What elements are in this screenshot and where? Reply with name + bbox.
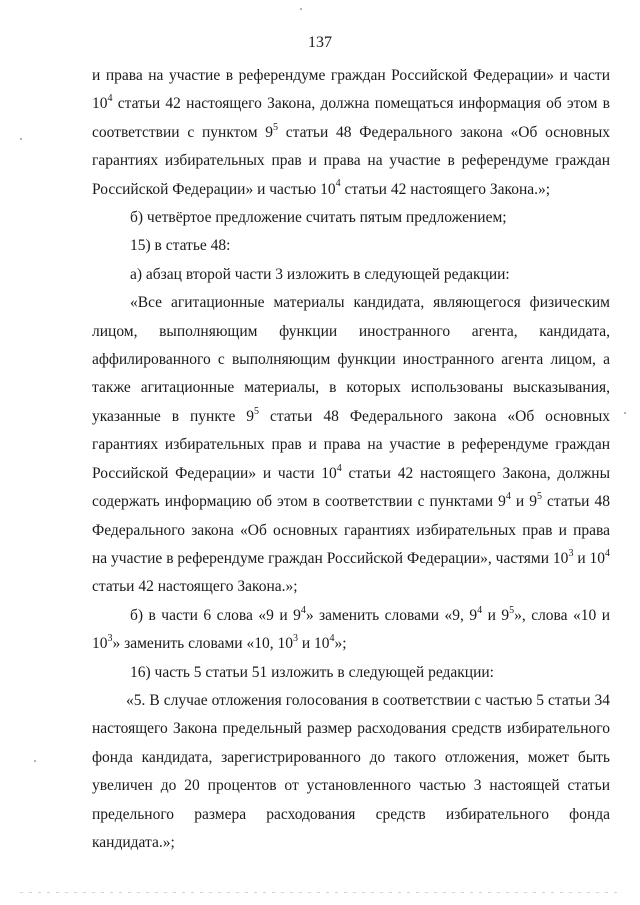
paragraph-continuation	[92, 62, 610, 204]
text-run: и 9	[510, 493, 537, 511]
paragraph-quote-part-5	[92, 687, 610, 857]
superscript-index: 4	[107, 93, 113, 105]
superscript-index: 5	[536, 490, 542, 502]
text-run: б) четвёртое предложение считать пятым предложением;	[130, 209, 507, 227]
superscript-index: 4	[505, 490, 511, 502]
text-run: 16) часть 5 статьи 51 изложить в следующей редакции:	[130, 663, 494, 681]
text-run: », слова «10 и 10	[92, 606, 611, 653]
text-run: статьи 42 настоящего Закона, должна помещаться информация об этом в соответствии с пунктом 9	[92, 95, 610, 141]
text-run: 15) в статье 48:	[130, 237, 231, 255]
text-run: »;	[334, 635, 347, 653]
text-run: и 10	[297, 635, 330, 653]
text-run: статьи 42 настоящего Закона, должны содержать информацию об этом в соответствии с пунктами 9	[92, 464, 610, 511]
text-run: и 10	[573, 549, 605, 567]
paragraph-item-b-fourth-sentence	[92, 204, 610, 232]
document-body	[92, 62, 610, 857]
superscript-index: 5	[273, 121, 279, 133]
text-run: б) в части 6 слова «9 и 9	[130, 606, 301, 624]
page-number: 137	[308, 34, 332, 51]
text-run: и права на участие в референдуме граждан Российской Федерации» и части 10	[92, 67, 610, 113]
superscript-index: 4	[300, 604, 306, 616]
superscript-index: 3	[107, 632, 113, 644]
superscript-index: 3	[292, 632, 298, 644]
text-run: статьи 48 Федерального закона «Об основных гарантиях избирательных прав и права на участие в референдуме граждан Российской Федерации», частями 10	[92, 493, 610, 567]
superscript-index: 3	[568, 547, 574, 559]
scan-edge-line	[20, 892, 620, 893]
superscript-index: 4	[335, 178, 341, 190]
paragraph-item-b-part-6	[92, 602, 610, 659]
text-run: статьи 42 настоящего Закона.»;	[92, 578, 298, 596]
superscript-index: 4	[477, 604, 483, 616]
superscript-index: 4	[605, 547, 610, 559]
paragraph-item-16	[92, 659, 610, 687]
scan-speck	[300, 8, 302, 10]
text-run: «5. В случае отложения голосования в соответствии с частью 5 статьи 34 настоящего Закона предельный размер расходования средств избирательного фонда кандидата, зарегистрированного до такого отложения, может быть увеличен до 20 процентов от установленного частью 3 настоящей статьи предельного размера расходования средств избирательного фонда кандидата.»;	[92, 691, 610, 851]
text-run: » заменить словами «9, 9	[305, 606, 478, 624]
paragraph-item-a-paragraph-two	[92, 261, 610, 289]
text-run: статьи 48 Федерального закона «Об основных гарантиях избирательных прав и права на участие в референдуме граждан Российской Федерации» и частью 10	[92, 123, 610, 198]
superscript-index: 5	[254, 405, 260, 417]
text-run: а) абзац второй части 3 изложить в следующей редакции:	[130, 265, 510, 283]
text-run: » заменить словами «10, 10	[112, 635, 293, 653]
superscript-index: 5	[509, 604, 515, 616]
paragraph-item-15	[92, 232, 610, 260]
text-run: и 9	[482, 606, 510, 624]
superscript-index: 4	[329, 632, 335, 644]
text-run: «Все агитационные материалы кандидата, являющегося физическим лицом, выполняющим функции иностранного агента, кандидата, аффилированного с выполняющим функции иностранного агента лицом, а также агитационные материалы, в которых использованы высказывания, указанные в пункте 9	[92, 294, 610, 425]
superscript-index: 4	[336, 462, 342, 474]
text-run: статьи 48 Федерального закона «Об основных гарантиях избирательных прав и права на участие в референдуме граждан Российской Федерации» и части 10	[92, 407, 610, 482]
scan-speck	[624, 412, 626, 414]
scan-speck	[34, 760, 36, 762]
text-run: статьи 42 настоящего Закона.»;	[340, 180, 551, 198]
scan-speck	[20, 138, 22, 140]
paragraph-quote-campaign-materials	[92, 289, 610, 601]
